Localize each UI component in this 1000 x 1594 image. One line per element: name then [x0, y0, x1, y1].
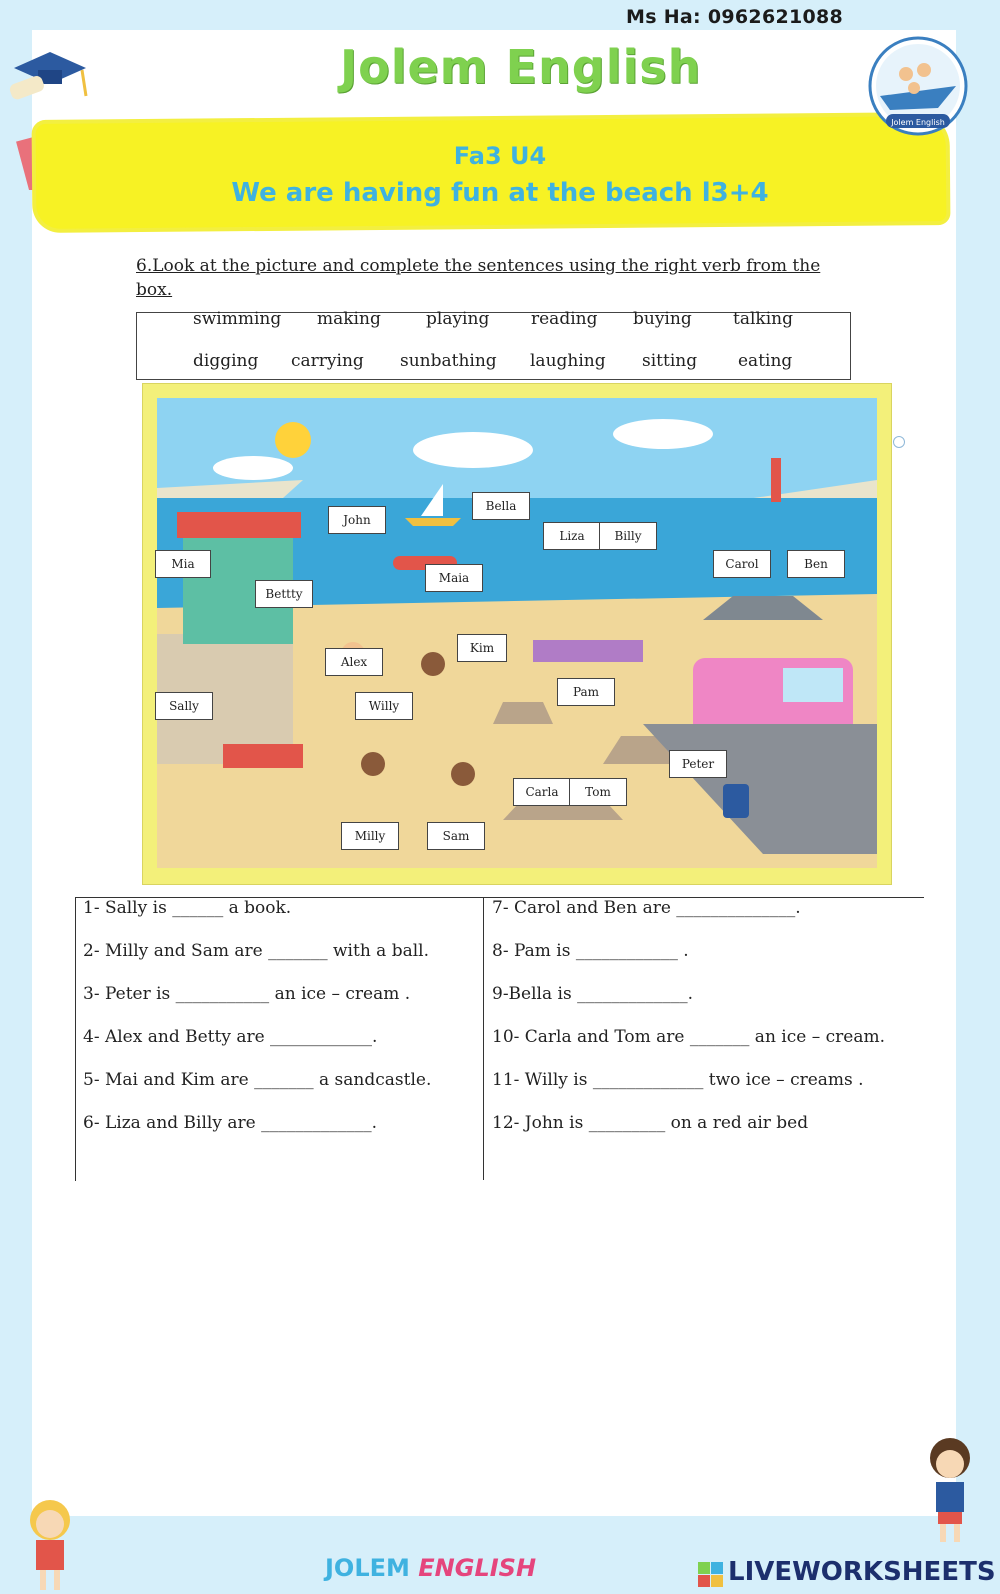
verb-item: carrying: [291, 351, 364, 371]
logo-text: Jolem English: [891, 118, 945, 127]
question-item[interactable]: 4- Alex and Betty are ____________.: [83, 1027, 378, 1047]
scene-label: Pam: [557, 678, 615, 706]
question-item[interactable]: 5- Mai and Kim are _______ a sandcastle.: [83, 1070, 432, 1090]
scene-label: Billy: [599, 522, 657, 550]
question-item[interactable]: 9-Bella is _____________.: [492, 984, 693, 1004]
liveworksheets-brand[interactable]: LIVEWORKSHEETS: [728, 1557, 996, 1587]
scene-label: Alex: [325, 648, 383, 676]
contact-info: Ms Ha: 0962621088: [626, 6, 844, 28]
question-item[interactable]: 1- Sally is ______ a book.: [83, 898, 292, 918]
verb-item: sitting: [642, 351, 698, 371]
exercise-instruction: 6.Look at the picture and complete the sentences using the right verb from the box.: [136, 256, 821, 300]
verb-item: swimming: [193, 309, 282, 329]
scene-label: Ben: [787, 550, 845, 578]
question-item[interactable]: 10- Carla and Tom are _______ an ice – cream.: [492, 1027, 885, 1047]
footer-jolem-logo: [325, 1554, 536, 1582]
lesson-title: We are having fun at the beach l3+4: [231, 178, 769, 208]
table-divider: [483, 897, 484, 1180]
scene-label: Milly: [341, 822, 399, 850]
scene-label: Sam: [427, 822, 485, 850]
footer-jolem-text: JOLEM: [325, 1554, 410, 1582]
scene-label: Kim: [457, 634, 507, 662]
verb-item: playing: [426, 309, 490, 329]
lesson-code: Fa3 U4: [453, 142, 547, 170]
verb-item: talking: [733, 309, 793, 329]
margin-circle-icon: [893, 436, 905, 448]
question-item[interactable]: 12- John is _________ on a red air bed: [492, 1113, 809, 1133]
verb-item: making: [317, 309, 381, 329]
scene-label: Bettty: [255, 580, 313, 608]
scene-label: Liza: [543, 522, 601, 550]
title-highlight-band: [36, 116, 947, 229]
liveworksheets-logo-icon: [698, 1562, 724, 1588]
question-item[interactable]: 11- Willy is _____________ two ice – creams .: [492, 1070, 864, 1090]
scene-label: Tom: [569, 778, 627, 806]
question-item[interactable]: 3- Peter is ___________ an ice – cream .: [83, 984, 411, 1004]
scene-label: Carla: [513, 778, 571, 806]
scene-label: Carol: [713, 550, 771, 578]
scene-label: Sally: [155, 692, 213, 720]
scene-label: John: [328, 506, 386, 534]
girl-character-icon: [16, 1494, 86, 1594]
beach-scene-illustration: [143, 384, 891, 884]
footer-english-text: ENGLISH: [418, 1554, 537, 1582]
verb-item: buying: [633, 309, 692, 329]
question-item[interactable]: 6- Liza and Billy are _____________.: [83, 1113, 377, 1133]
student-character-icon: [914, 1434, 986, 1544]
scene-label: Willy: [355, 692, 413, 720]
brand-title: Jolem English: [340, 40, 702, 94]
verb-item: sunbathing: [400, 351, 497, 371]
jolem-logo-icon: [866, 34, 970, 138]
scene-label: Maia: [425, 564, 483, 592]
scene-label: Mia: [155, 550, 211, 578]
verb-item: laughing: [530, 351, 606, 371]
question-item[interactable]: 7- Carol and Ben are ______________.: [492, 898, 801, 918]
verb-item: reading: [531, 309, 598, 329]
verb-box: [136, 309, 851, 380]
scene-label: Peter: [669, 750, 727, 778]
verb-item: digging: [193, 351, 259, 371]
question-item[interactable]: 8- Pam is ____________ .: [492, 941, 689, 961]
question-item[interactable]: 2- Milly and Sam are _______ with a ball.: [83, 941, 430, 961]
verb-item: eating: [738, 351, 793, 371]
scene-label: Bella: [472, 492, 530, 520]
beach-scene-picture: [142, 383, 892, 885]
